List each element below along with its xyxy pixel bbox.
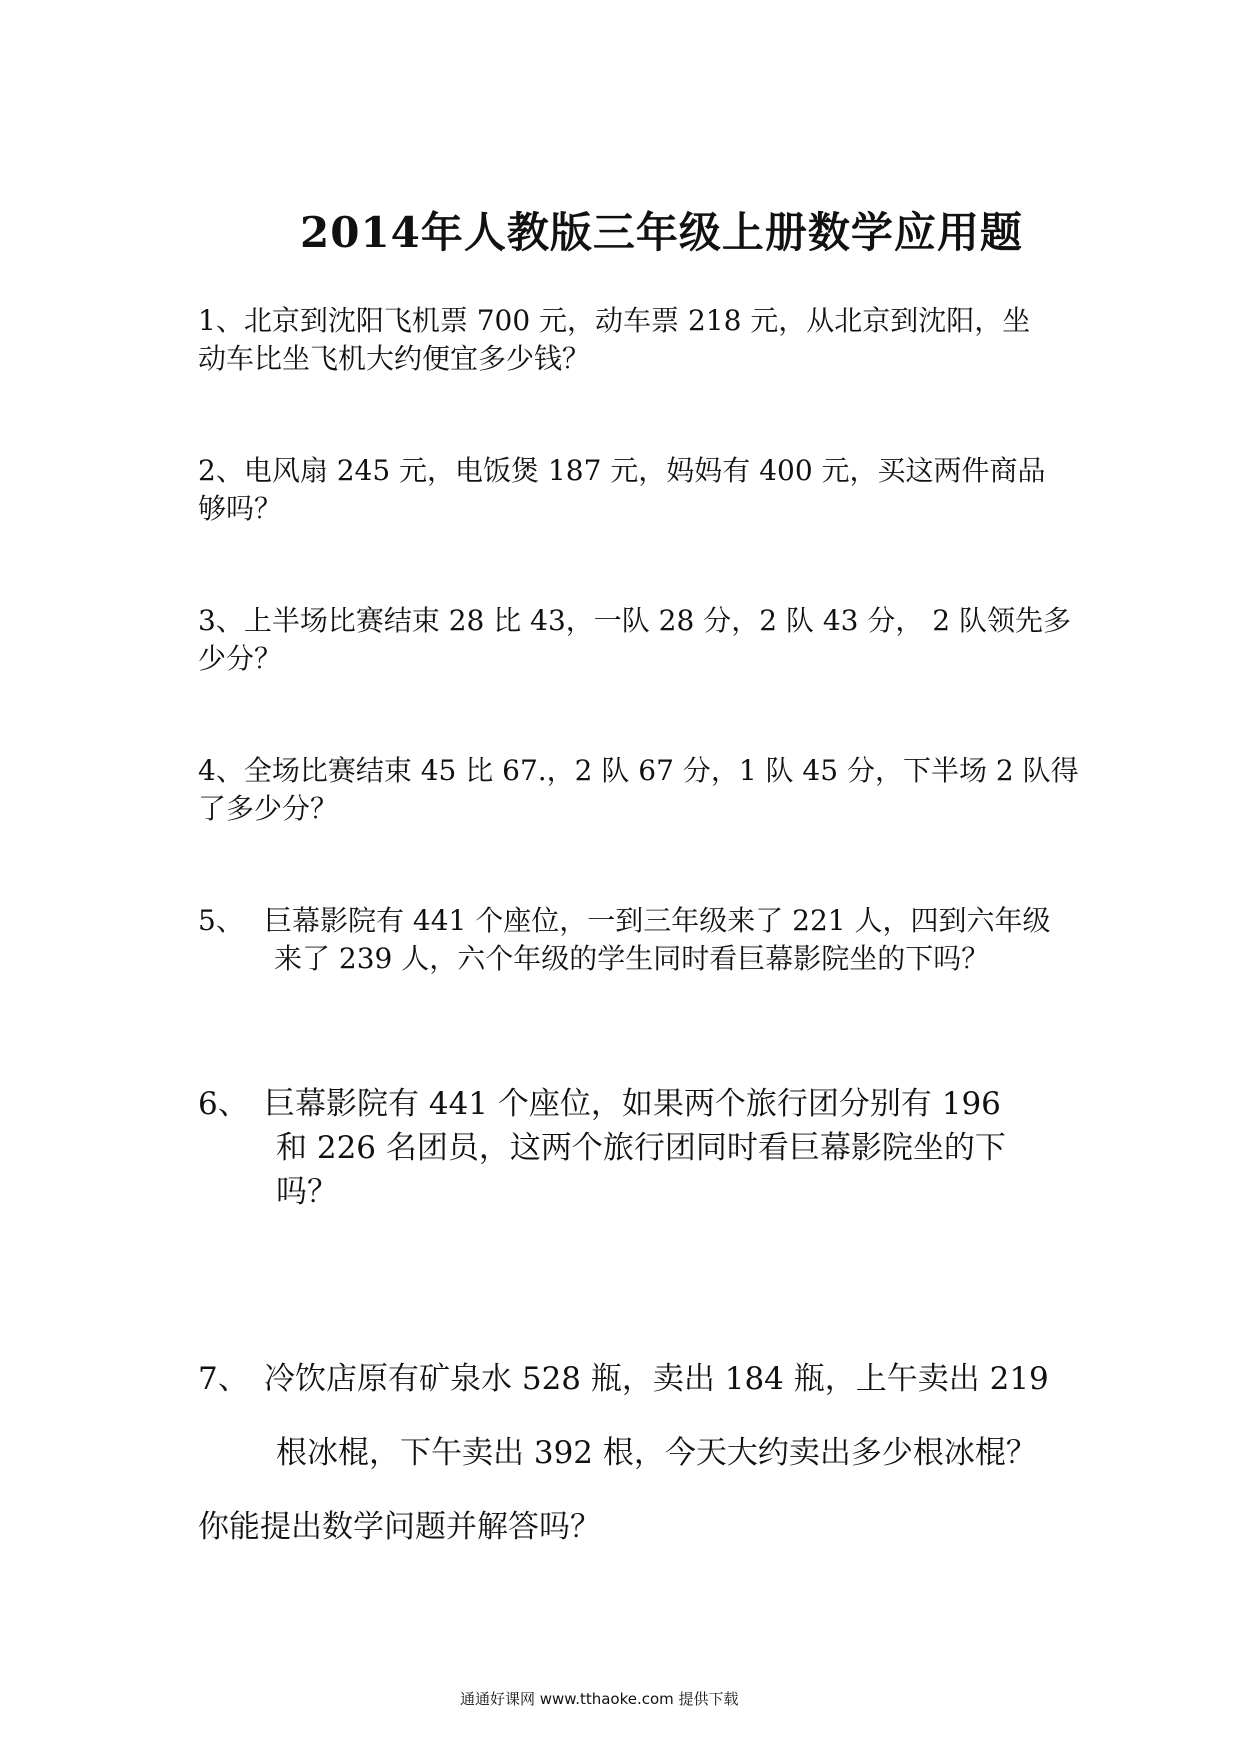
question-4 — [198, 752, 1079, 828]
question-6-line-3: 吗？ — [276, 1174, 338, 1210]
question-2 — [198, 452, 1046, 528]
question-7 — [198, 1342, 1049, 1564]
question-5-line-1: 巨幕影院有 441 个座位，一到三年级来了 221 人，四到六年级 — [264, 904, 1051, 937]
document-title: 2014年人教版三年级上册数学应用题 — [300, 208, 1023, 257]
question-6-line-1: 巨幕影院有 441 个座位，如果两个旅行团分别有 196 — [264, 1086, 1001, 1122]
question-7-line-2: 根冰棍，下午卖出 392 根，今天大约卖出多少根冰棍？ — [276, 1435, 1037, 1471]
footer-credit: 通通好课网 www.tthaoke.com 提供下载 — [460, 1690, 739, 1708]
question-4-line-2: 了多少分？ — [198, 792, 339, 825]
question-3-line-2: 少分？ — [198, 642, 283, 675]
question-3-line-1: 3、上半场比赛结束 28 比 43，一队 28 分，2 队 43 分， 2 队领先多 — [198, 604, 1071, 637]
question-7-line-1: 冷饮店原有矿泉水 528 瓶，卖出 184 瓶，上午卖出 219 — [264, 1361, 1049, 1397]
closing-question: 你能提出数学问题并解答吗？ — [198, 1509, 601, 1545]
question-5 — [198, 902, 1051, 978]
question-2-line-2: 够吗？ — [198, 492, 283, 525]
question-2-line-1: 2、电风扇 245 元，电饭煲 187 元，妈妈有 400 元，买这两件商品 — [198, 454, 1046, 487]
question-6-line-2: 和 226 名团员，这两个旅行团同时看巨幕影院坐的下 — [276, 1130, 1006, 1166]
question-5-number: 5、 — [198, 904, 244, 937]
question-5-line-2: 来了 239 人，六个年级的学生同时看巨幕影院坐的下吗？ — [274, 942, 990, 975]
question-7-number: 7、 — [198, 1361, 249, 1397]
question-1 — [198, 302, 1030, 378]
question-1-line-1: 1、北京到沈阳飞机票 700 元，动车票 218 元，从北京到沈阳，坐 — [198, 304, 1031, 337]
question-1-line-2: 动车比坐飞机大约便宜多少钱？ — [198, 342, 591, 375]
question-6-number: 6、 — [198, 1086, 249, 1122]
question-4-line-1: 4、全场比赛结束 45 比 67.，2 队 67 分，1 队 45 分，下半场 2 队得 — [198, 754, 1079, 787]
question-3 — [198, 602, 1071, 678]
question-6 — [198, 1082, 1006, 1214]
